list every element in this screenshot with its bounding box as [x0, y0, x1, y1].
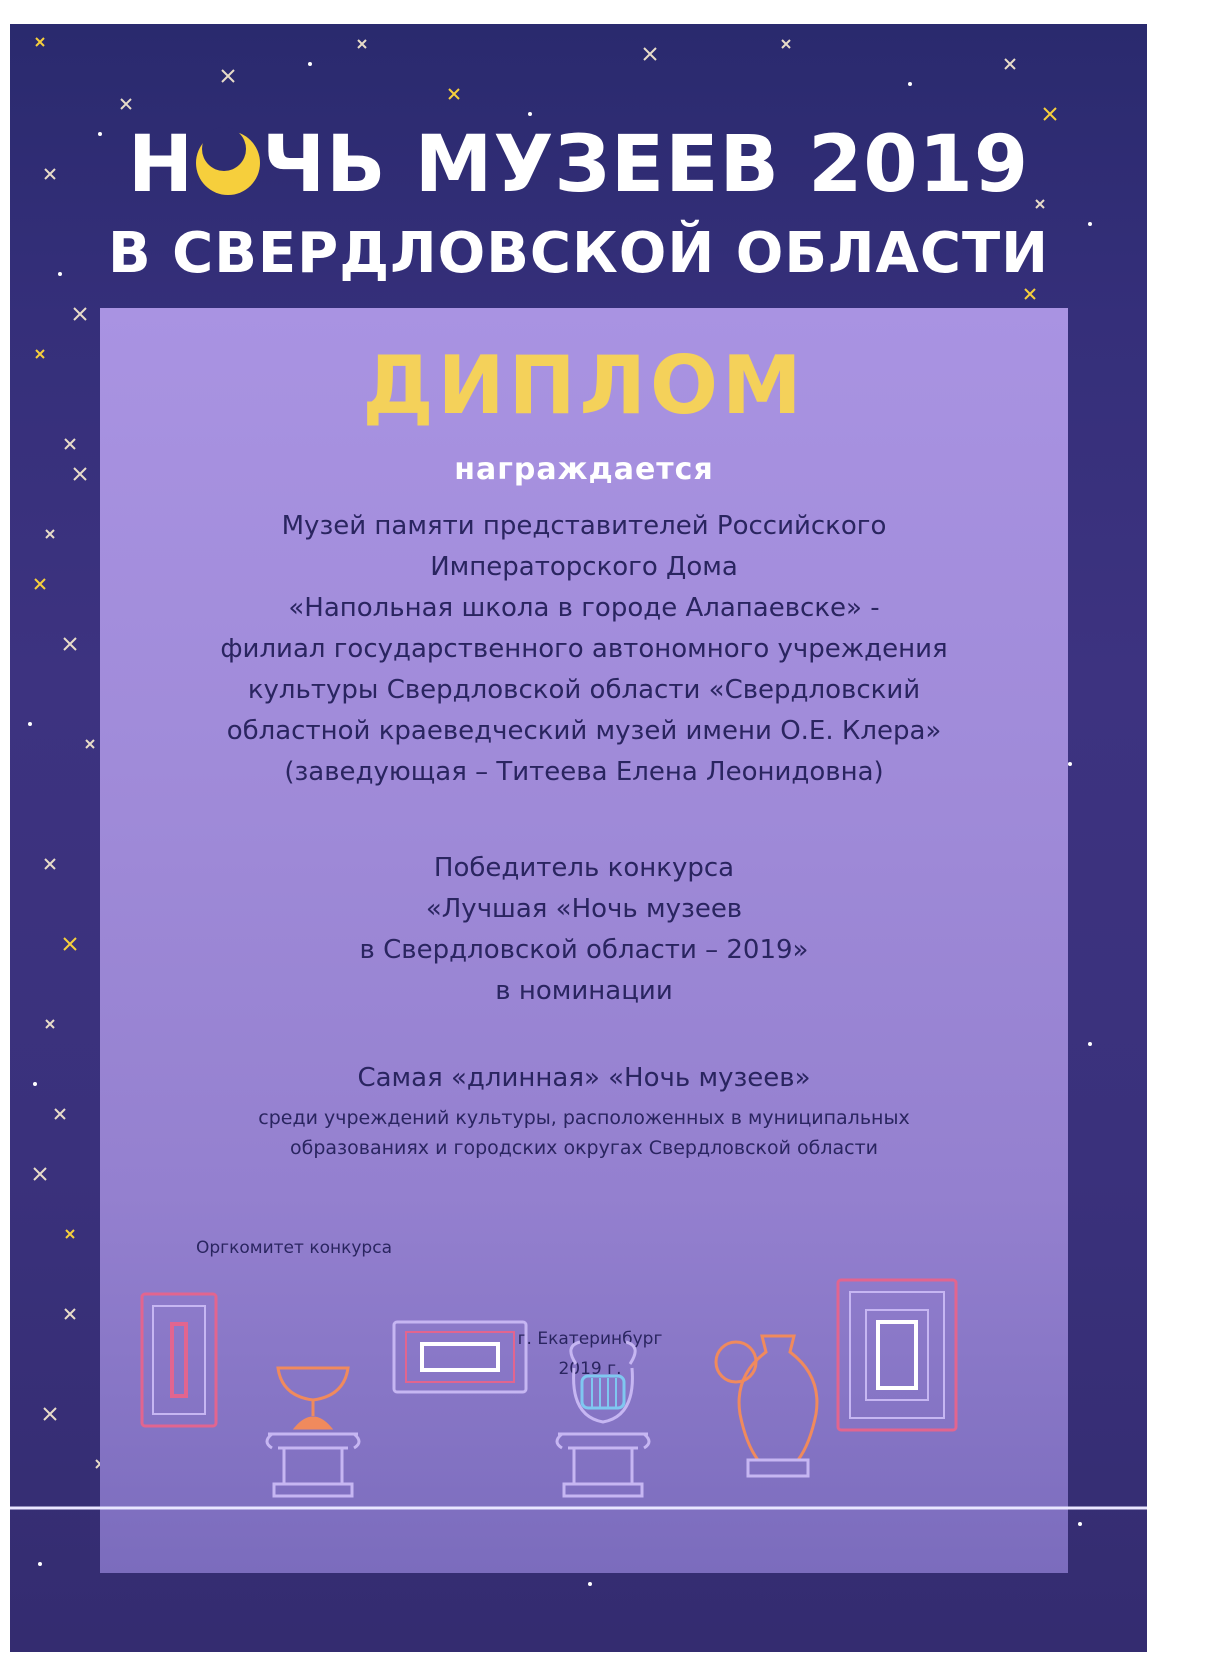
star-icon [65, 439, 75, 449]
star-icon [33, 1082, 37, 1086]
nomination-title: Самая «длинная» «Ночь музеев» [357, 1063, 811, 1093]
star-icon [35, 579, 45, 589]
recipient-line: «Напольная школа в городе Алапаевске» - [288, 593, 880, 623]
awarded-label: награждается [454, 452, 714, 487]
star-icon [36, 38, 44, 46]
winner-line: в номинации [495, 976, 673, 1006]
star-icon [64, 938, 76, 950]
recipient-line: Императорского Дома [430, 552, 738, 582]
recipient-line: (заведующая – Титеева Елена Леонидовна) [284, 757, 884, 787]
winner-block [100, 848, 1068, 1012]
star-icon [65, 1309, 75, 1319]
star-icon [86, 740, 94, 748]
nomination-description-line: образованиях и городских округах Свердловской области [289, 1137, 879, 1159]
star-icon [782, 40, 790, 48]
recipient-line: областной краеведческий музей имени О.Е. Клера» [226, 716, 942, 746]
recipient-line: культуры Свердловской области «Свердловский [247, 675, 921, 705]
star-icon [121, 99, 131, 109]
star-icon [46, 1020, 54, 1028]
winner-line: в Свердловской области – 2019» [359, 935, 809, 965]
winner-line: «Лучшая «Ночь музеев [425, 894, 743, 924]
star-icon [1078, 1522, 1082, 1526]
star-icon [358, 40, 366, 48]
star-icon [64, 638, 76, 650]
star-icon [74, 308, 86, 320]
event-title-start: Н [127, 120, 195, 210]
year: 2019 г. [558, 1359, 622, 1379]
star-icon [908, 82, 912, 86]
moon-icon [196, 131, 260, 195]
star-icon [308, 62, 312, 66]
star-icon [1088, 1042, 1092, 1046]
organizer-signature: Оргкомитет конкурса [196, 1238, 392, 1258]
star-icon [1068, 762, 1072, 766]
recipient-line: Музей памяти представителей Российского [281, 511, 887, 541]
event-title [10, 120, 1147, 210]
place-and-date [100, 1324, 1068, 1384]
recipient-block [100, 506, 1068, 793]
star-icon [44, 1408, 56, 1420]
star-icon [74, 468, 86, 480]
star-icon [46, 530, 54, 538]
star-icon [528, 112, 532, 116]
star-icon [36, 350, 44, 358]
event-region: В СВЕРДЛОВСКОЙ ОБЛАСТИ [107, 221, 1050, 286]
star-icon [1025, 289, 1035, 299]
star-icon [1005, 59, 1015, 69]
star-icon [588, 1582, 592, 1586]
star-icon [449, 89, 459, 99]
star-icon [222, 70, 234, 82]
star-icon [66, 1230, 74, 1238]
star-icon [55, 1109, 65, 1119]
star-icon [38, 1562, 42, 1566]
star-icon [28, 722, 32, 726]
diploma-panel [100, 308, 1068, 1573]
nomination-description [100, 1103, 1068, 1163]
star-icon [45, 859, 55, 869]
star-icon [644, 48, 656, 60]
diploma-sheet [10, 24, 1147, 1652]
city: г. Екатеринбург [517, 1329, 663, 1349]
star-icon [1044, 108, 1056, 120]
star-icon [34, 1168, 46, 1180]
winner-line: Победитель конкурса [433, 853, 735, 883]
diploma-title: ДИПЛОМ [362, 339, 806, 432]
nomination-description-line: среди учреждений культуры, расположенных в муниципальных [258, 1107, 910, 1129]
recipient-line: филиал государственного автономного учреждения [220, 634, 948, 664]
event-title-end: ЧЬ МУЗЕЕВ 2019 [262, 120, 1030, 210]
